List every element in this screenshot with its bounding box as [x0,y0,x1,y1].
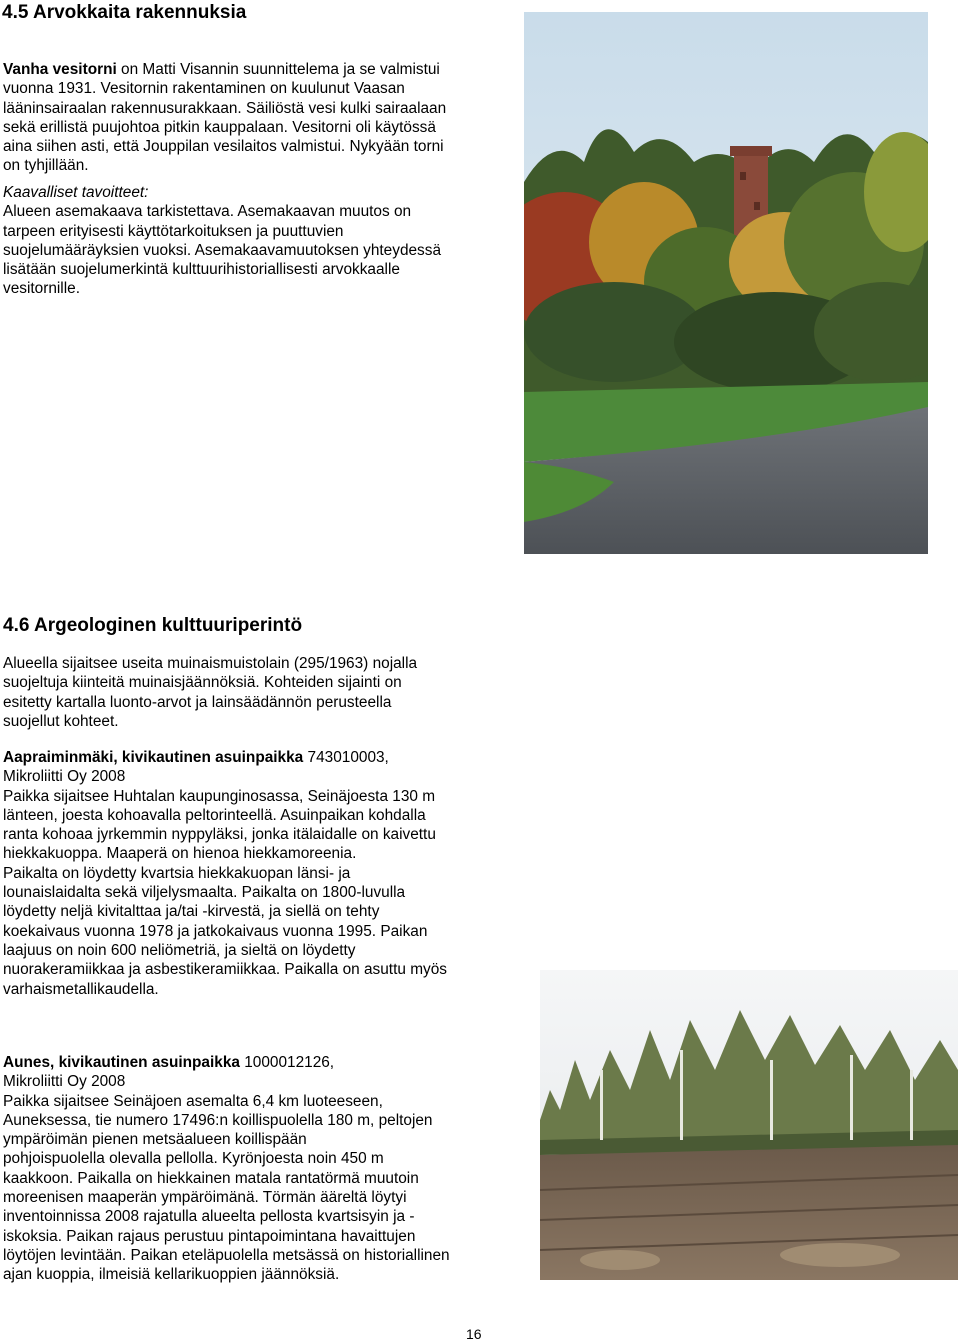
field-forest-photo [540,970,958,1280]
text-line: lääninsairaalan rakennusurakkaan. Säiliöstä vesi kulki sairaalaan [3,99,447,117]
site-name: Aunes, kivikautinen asuinpaikka [3,1054,240,1071]
text-line: suojellut kohteet. [3,712,119,730]
text-line: länteen, joesta kohoavalla peltorinteellä. Asuinpaikan kohdalla [3,806,426,824]
text-line: moreenisen maaperän ympäröimänä. Törmän ääreltä löytyi [3,1189,407,1207]
water-tower-name: Vanha vesitorni [3,61,117,78]
text-line: suojeltuja kiinteitä muinaisjäännöksiä. Kohteiden sijainti on [3,674,402,692]
text-line: on Matti Visannin suunnittelema ja se valmistui [116,61,440,78]
text-line: Paikka sijaitsee Seinäjoen asemalta 6,4 km luoteeseen, [3,1092,383,1110]
text-line: inventoinnissa 2008 rajatulla alueelta pellosta kvartsisyin ja - [3,1208,415,1226]
planning-goals-heading: Kaavalliset tavoitteet: [3,184,149,201]
text-line: löydetty neljä kivitalttaa ja/tai -kirvestä, ja siellä on tehty [3,903,380,921]
text-line: sekä erillistä puujohtoa pitkin kauppalaan. Vesitorni oli käytössä [3,118,436,136]
text-line: tarpeen erityisesti käyttötarkoituksen ja puuttuvien [3,222,344,240]
site-name: Aapraiminmäki, kivikautinen asuinpaikka [3,749,304,766]
site-id: 743010003, [303,749,389,766]
text-line: hiekkakuoppa. Maaperä on hienoa hiekkamoreenia. [3,845,357,863]
page-number: 16 [466,1326,482,1342]
text-line: suojelumääräyksien vuoksi. Asemakaavamuutoksen yhteydessä [3,241,442,259]
text-line: varhaismetallikaudella. [3,980,159,998]
text-line: vesitornille. [3,280,80,298]
water-tower-photo [524,12,928,554]
section-title-4-6: 4.6 Argeologinen kulttuuriperintö [3,615,303,636]
text-line: lisätään suojelumerkintä kulttuurihistoriallisesti arvokkaalle [3,261,400,279]
text-line: löytöjen levintään. Paikan eteläpuolella metsässä on historiallinen [3,1246,450,1264]
archaeology-intro [3,654,523,731]
text-line: vuonna 1931. Vesitornin rakentaminen on kuulunut Vaasan [3,80,405,98]
text-line: Auneksessa, tie numero 17496:n koillispuolella 180 m, peltojen [3,1111,433,1129]
text-line: Alueella sijaitsee useita muinaismuistolain (295/1963) nojalla [3,655,418,672]
text-line: Mikroliitti Oy 2008 [3,1073,126,1091]
text-line: aina siihen asti, että Jouppilan vesilaitos valmistui. Nykyään torni [3,138,444,156]
section-title-4-5: 4.5 Arvokkaita rakennuksia [2,2,247,23]
text-line: lounaislaidalta sekä viljelysmaalta. Paikalta on 1800-luvulla [3,884,406,902]
text-line: Alueen asemakaava tarkistettava. Asemakaavan muutos on [3,203,412,221]
site-aunes [3,1053,523,1285]
site-id: 1000012126, [239,1054,335,1071]
text-line: nuorakeramiikkaa ja asbestikeramiikkaa. Paikalla on asuttu myös [3,961,447,979]
text-line: on tyhjillään. [3,157,89,175]
text-line: Mikroliitti Oy 2008 [3,768,126,786]
planning-goals [3,183,513,299]
text-line: esitetty kartalla luonto-arvot ja lainsäädännön perusteella [3,693,392,711]
text-line: pohjoispuolella olevalla pellolla. Kyrönjoesta noin 450 m [3,1150,384,1168]
text-line: koekaivaus vuonna 1978 ja jatkokaivaus vuonna 1995. Paikan [3,922,428,940]
text-line: laajuus on noin 600 neliömetriä, ja sieltä on löydetty [3,941,356,959]
text-line: iskoksia. Paikan rajaus perustuu pintapoimintana havaittujen [3,1227,416,1245]
text-line: ympäröimän pienen metsäalueen koillispään [3,1131,307,1149]
site-aapraiminmaki [3,748,523,999]
text-line: ranta kohoaa jyrkemmin nyppyläksi, jonka itälaidalle on kaivettu [3,826,436,844]
text-line: kaakkoon. Paikalla on hiekkainen matala rantatörmä muutoin [3,1169,419,1187]
text-line: Paikka sijaitsee Huhtalan kaupunginosassa, Seinäjoesta 130 m [3,787,436,805]
text-line: ajan kuoppia, ilmeisiä kellarikuoppien jäännöksiä. [3,1266,340,1284]
water-tower-paragraph [3,60,513,176]
text-line: Paikalta on löydetty kvartsia hiekkakuopan länsi- ja [3,864,351,882]
